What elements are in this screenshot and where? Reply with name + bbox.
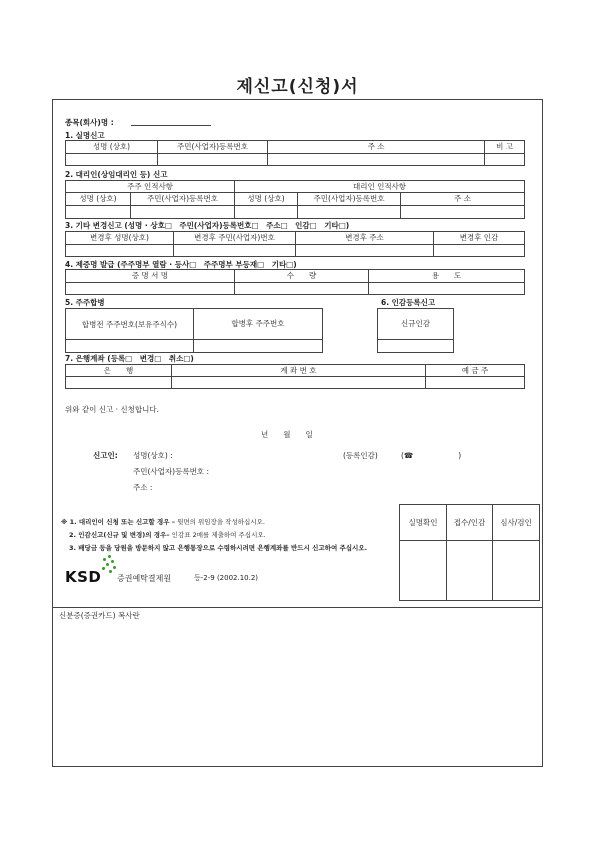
s2-col-shareholder-id: 주민(사업자)등록번호 xyxy=(131,193,235,206)
s2-shareholder-group: 주주 인적사항 xyxy=(66,181,235,193)
office-review-inspect: 심사/검인 xyxy=(493,505,540,541)
s3-new-id-input[interactable] xyxy=(174,245,296,257)
s3-col-new-seal: 변경후 인감 xyxy=(434,232,525,245)
section7-table xyxy=(65,364,525,389)
s1-remarks-input[interactable] xyxy=(485,154,525,166)
office-receipt-seal: 접수/인감 xyxy=(447,505,493,541)
section7-heading: 7. 은행계좌 (등록□ 변경□ 취소□) xyxy=(65,354,194,363)
s2-shareholder-id-input[interactable] xyxy=(131,206,235,219)
s7-col-bank: 은 행 xyxy=(66,365,172,377)
office-real-name-check: 실명확인 xyxy=(400,505,447,541)
s1-col-remarks: 비 고 xyxy=(485,141,525,154)
s6-col-new-seal: 신규인감 xyxy=(378,309,454,340)
s6-new-seal-input[interactable] xyxy=(378,340,454,353)
s2-agent-name-input[interactable] xyxy=(235,206,298,219)
applicant-seal-label[interactable]: (등록인감) xyxy=(343,451,378,460)
s5-col-after: 합병후 주주번호 xyxy=(194,309,323,340)
s4-col-quantity: 수 량 xyxy=(235,270,369,283)
section3-table xyxy=(65,231,525,257)
s1-col-id: 주민(사업자)등록번호 xyxy=(158,141,268,154)
s7-holder-input[interactable] xyxy=(426,377,525,389)
s5-after-input[interactable] xyxy=(194,340,323,353)
section2-heading: 2. 대리인(상임대리인 등) 신고 xyxy=(65,170,168,179)
s4-col-certificate: 증 명 서 명 xyxy=(66,270,235,283)
s1-id-input[interactable] xyxy=(158,154,268,166)
s3-col-new-address: 변경후 주소 xyxy=(296,232,434,245)
note-1: ※ 1. 대리인이 신청 또는 신고할 경우 – 뒷면의 위임장을 작성하십시오. xyxy=(61,518,265,526)
s1-col-name: 성명 (상호) xyxy=(66,141,158,154)
company-name-field[interactable] xyxy=(131,125,211,126)
section1-table xyxy=(65,140,525,166)
s1-address-input[interactable] xyxy=(268,154,485,166)
applicant-phone-label[interactable]: (☎ ) xyxy=(401,451,462,460)
office-use-box xyxy=(399,504,540,601)
s7-account-input[interactable] xyxy=(172,377,426,389)
s2-agent-address-input[interactable] xyxy=(401,206,525,219)
note-2: 2. 인감신고(신규 및 변경)의 경우– 인감표 2매를 제출하여 주십시오. xyxy=(69,531,266,539)
section4-table xyxy=(65,269,525,295)
s5-before-input[interactable] xyxy=(66,340,194,353)
section2-table xyxy=(65,180,525,219)
s2-shareholder-name-input[interactable] xyxy=(66,206,131,219)
section4-heading: 4. 제증명 발급 (주주명부 열람 · 등사□ 주주명부 부등재□ 기타□) xyxy=(65,260,297,269)
applicant-id-label[interactable]: 주민(사업자)등록번호 : xyxy=(133,467,209,476)
s5-col-before: 합병전 주주번호(보유주식수) xyxy=(66,309,194,340)
s3-new-seal-input[interactable] xyxy=(434,245,525,257)
office-real-name-stamp[interactable] xyxy=(400,541,447,601)
s3-new-address-input[interactable] xyxy=(296,245,434,257)
applicant-name-label[interactable]: 성명(상호) : xyxy=(133,451,173,460)
s1-name-input[interactable] xyxy=(66,154,158,166)
s4-quantity-input[interactable] xyxy=(235,283,369,295)
s4-certificate-input[interactable] xyxy=(66,283,235,295)
copy-area-label: 신분증(증권카드) 복사란 xyxy=(59,611,140,620)
s7-col-holder: 예 금 주 xyxy=(426,365,525,377)
applicant-label: 신고인: xyxy=(93,451,118,460)
form-title: 제신고(신청)서 xyxy=(236,77,359,97)
s2-agent-id-input[interactable] xyxy=(298,206,401,219)
form-frame: 종목(회사)명 : 1. 실명신고 성명 (상호) 주민(사업자)등록번호 주 소 비 고 2. 대리인(상임대리인 등) 신고 주주 인적사항 대리인 인적사항 성명 (상호) 주민(사업자)등록번호 성명 (상호) 주민(사업자)등록번호 주 소 3. 기타 변경신고 (성명 · 상호□ 주민(사업자)등록번호□ 주소□ 인감□ 기타□) 변경후 성명(상호) 변경후 주민(사업자)번호 변경후 주소 변경후 인감 4. 제증명 발급 (주주명부 열람 · 등사□ 주주명부 부등재□ 기타□) 증 명 서 명 수 량 용 도 5. 주주합병 6. 인감등록신고 합병전 주주번호(보유주식수) 합병후 주주번호 신규인감 7. 은행계좌 (등록□ 변경□ 취소□) 은 행 계 좌 번 호 예 금 주 위와 같이 신고 · 신청합니다. 년 월 일 신고인: 성명(상호) : (등록인감) (☎ ) 주민(사업자)등록번호 : 주소 : ※ 1. 대리인이 신청 또는 신고할 경우 – 뒷면의 위임장을 작성하십시오. 2. 인감신고(신규 및 변경)의 경우– 인감표 2매를 제출하여 주십시오. 3. 배당금 등을 당원을 방문하지 않고 은행통장으로 수령하시려면 은행계좌를 반드시 신고하여 주십시오. 실명확인 접수/인감 심사/검인 KSD 증권예탁결제원 등-2-9 (2002.10.2) 신분증(증권카드) 복사란 xyxy=(52,99,543,767)
s2-col-shareholder-name: 성명 (상호) xyxy=(66,193,131,206)
s1-col-address: 주 소 xyxy=(268,141,485,154)
s7-col-account: 계 좌 번 호 xyxy=(172,365,426,377)
s2-col-agent-name: 성명 (상호) xyxy=(235,193,298,206)
section5-heading: 5. 주주합병 xyxy=(65,298,105,307)
section3-heading: 3. 기타 변경신고 (성명 · 상호□ 주민(사업자)등록번호□ 주소□ 인감□ 기타□) xyxy=(65,221,350,230)
s3-col-new-name: 변경후 성명(상호) xyxy=(66,232,174,245)
declaration-text: 위와 같이 신고 · 신청합니다. xyxy=(65,405,159,414)
s4-purpose-input[interactable] xyxy=(369,283,525,295)
note-3: 3. 배당금 등을 당원을 방문하지 않고 은행통장으로 수령하시려면 은행계좌를 반드시 신고하여 주십시오. xyxy=(69,544,368,552)
form-code: 등-2-9 (2002.10.2) xyxy=(194,574,259,582)
s3-new-name-input[interactable] xyxy=(66,245,174,257)
office-receipt-stamp[interactable] xyxy=(447,541,493,601)
section6-table xyxy=(377,308,454,353)
s2-col-agent-address: 주 소 xyxy=(401,193,525,206)
logo-org-name: 증권예탁결제원 xyxy=(117,574,172,583)
copy-area-divider xyxy=(53,607,542,608)
s7-bank-input[interactable] xyxy=(66,377,172,389)
s2-agent-group: 대리인 인적사항 xyxy=(235,181,525,193)
s3-col-new-id: 변경후 주민(사업자)번호 xyxy=(174,232,296,245)
section5-table xyxy=(65,308,323,353)
office-review-stamp[interactable] xyxy=(493,541,540,601)
section1-heading: 1. 실명신고 xyxy=(65,131,105,140)
date-line[interactable]: 년 월 일 xyxy=(261,430,313,439)
s4-col-purpose: 용 도 xyxy=(369,270,525,283)
copy-area[interactable] xyxy=(53,620,542,766)
applicant-address-label[interactable]: 주소 : xyxy=(133,483,153,492)
s2-col-agent-id: 주민(사업자)등록번호 xyxy=(298,193,401,206)
company-label: 종목(회사)명 : xyxy=(65,118,114,127)
section6-heading: 6. 인감등록신고 xyxy=(381,298,436,307)
